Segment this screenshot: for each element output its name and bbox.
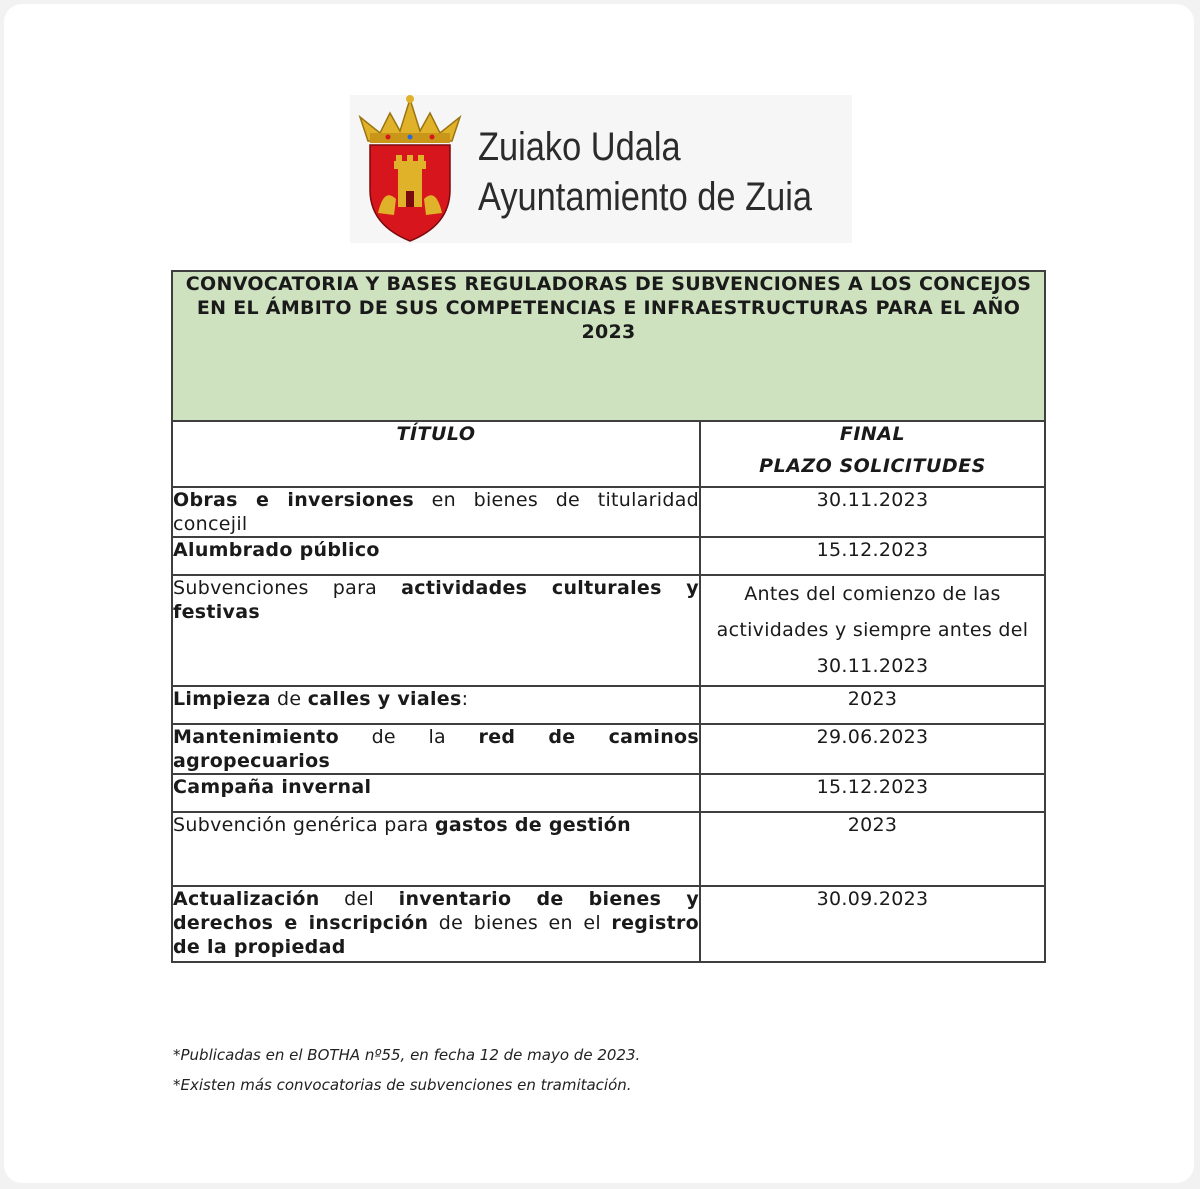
title-bold-run: Alumbrado público [173, 539, 380, 561]
table-row [172, 812, 1045, 886]
deadline-header-line-2: PLAZO SOLICITUDES [759, 455, 986, 477]
title-bold-run: Actualización [173, 888, 320, 910]
title-bold-run: Limpieza [173, 688, 271, 710]
row-deadline: 15.12.2023 [700, 774, 1045, 812]
banner-line-1: CONVOCATORIA Y BASES REGULADORAS DE SUBVENCIONES A LOS CONCEJOS [185, 273, 1032, 295]
table-row [172, 724, 1045, 774]
row-deadline: 2023 [700, 812, 1045, 886]
table-title-banner [172, 271, 1045, 421]
table-row [172, 886, 1045, 962]
logo-line-spanish: Ayuntamiento de Zuia [478, 175, 813, 219]
title-bold-run: Obras e inversiones [173, 489, 414, 511]
row-deadline: 29.06.2023 [700, 724, 1045, 774]
table-row [172, 537, 1045, 575]
title-bold-run: Campaña invernal [173, 776, 372, 798]
banner-line-2: EN EL ÁMBITO DE SUS COMPETENCIAS E INFRAESTRUCTURAS PARA EL AÑO 2023 [196, 297, 1021, 343]
row-title [172, 812, 700, 886]
table-row [172, 774, 1045, 812]
footnote-publication: *Publicadas en el BOTHA nº55, en fecha 12 de mayo de 2023. [173, 1046, 641, 1064]
row-title [172, 774, 700, 812]
footnote-pending: *Existen más convocatorias de subvenciones en tramitación. [173, 1076, 632, 1094]
row-title [172, 487, 700, 537]
subsidies-table [171, 270, 1046, 963]
title-bold-run: actividades culturales y festivas [173, 577, 699, 623]
title-bold-run: Mantenimiento [173, 726, 340, 748]
footnotes [173, 1040, 640, 1100]
row-title [172, 686, 700, 724]
title-text-run: de la [339, 726, 479, 748]
row-deadline: 30.11.2023 [700, 487, 1045, 537]
title-text-run: : [461, 688, 469, 710]
deadline-header-line-1: FINAL [839, 423, 906, 445]
row-title [172, 537, 700, 575]
row-deadline: Antes del comienzo de las actividades y siempre antes del 30.11.2023 [700, 575, 1045, 686]
table-row [172, 487, 1045, 537]
row-title [172, 575, 700, 686]
title-text-run: de bienes en el [428, 912, 612, 934]
title-text-run: en bienes de titularidad concejil [173, 489, 699, 535]
row-deadline: 30.09.2023 [700, 886, 1045, 962]
row-deadline: 2023 [700, 686, 1045, 724]
column-header-title: TÍTULO [172, 421, 700, 487]
title-bold-run: red de caminos agropecuarios [173, 726, 699, 772]
title-text-run: de [270, 688, 308, 710]
title-bold-run: gastos de gestión [434, 814, 631, 836]
title-text-run: del [319, 888, 399, 910]
table-row [172, 575, 1045, 686]
title-text-run: Subvención genérica para [173, 814, 435, 836]
row-deadline: 15.12.2023 [700, 537, 1045, 575]
row-title [172, 886, 700, 962]
title-bold-run: calles y viales [307, 688, 462, 710]
title-bold-run: inventario de bienes y derechos e inscripción [173, 888, 700, 934]
logo-line-basque: Zuiako Udala [478, 125, 681, 169]
title-bold-run: registro de la propiedad [173, 912, 699, 958]
logo-text [478, 122, 812, 222]
column-header-deadline [700, 421, 1045, 487]
table-row [172, 686, 1045, 724]
title-text-run: Subvenciones para [173, 577, 402, 599]
row-title [172, 724, 700, 774]
